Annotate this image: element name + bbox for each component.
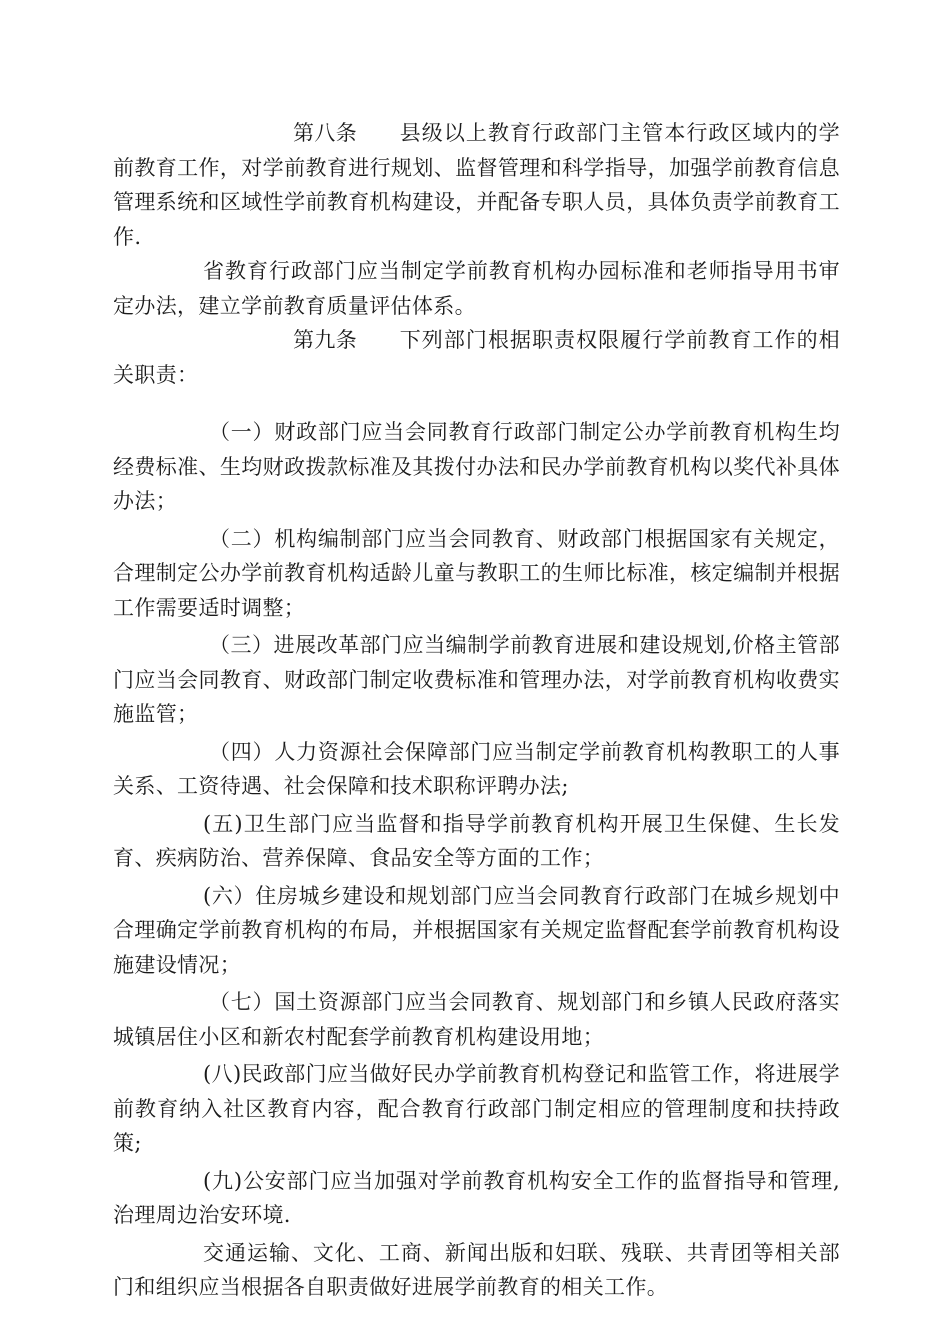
article-8-label: 第八条 <box>293 121 358 145</box>
article-9-item-9: (九)公安部门应当加强对学前教育机构安全工作的监督指导和管理,治理周边治安环境. <box>113 1168 840 1227</box>
article-9-item-3: （三）进展改革部门应当编制学前教育进展和建设规划,价格主管部门应当会同教育、财政部门制定收费标准和管理办法，对学前教育机构收费实施监管； <box>113 633 840 726</box>
article-8-paragraph <box>113 116 840 254</box>
article-9-item-2: （二）机构编制部门应当会同教育、财政部门根据国家有关规定，合理制定公办学前教育机构适龄儿童与教职工的生师比标准，核定编制并根据工作需要适时调整； <box>113 526 840 620</box>
article-9-item-5: (五)卫生部门应当监督和指导学前教育机构开展卫生保健、生长发育、疾病防治、营养保障、食品安全等方面的工作； <box>113 811 840 870</box>
article-9-item-1: （一）财政部门应当会同教育行政部门制定公办学前教育机构生均经费标准、生均财政拨款标准及其拨付办法和民办学前教育机构以奖代补具体办法； <box>113 420 840 513</box>
article-8-text: 县级以上教育行政部门主管本行政区域内的学前教育工作，对学前教育进行规划、监督管理和科学指导，加强学前教育信息管理系统和区域性学前教育机构建设，并配备专职人员，具体负责学前教育工作. <box>113 121 840 249</box>
article-9-item-7: （七）国土资源部门应当会同教育、规划部门和乡镇人民政府落实城镇居住小区和新农村配套学前教育机构建设用地； <box>113 990 840 1049</box>
article-9-label: 第九条 <box>293 328 358 352</box>
article-8-paragraph-2: 省教育行政部门应当制定学前教育机构办园标准和老师指导用书审定办法，建立学前教育质量评估体系。 <box>113 259 840 318</box>
article-9-closing: 交通运输、文化、工商、新闻出版和妇联、残联、共青团等相关部门和组织应当根据各自职责做好进展学前教育的相关工作。 <box>113 1240 840 1299</box>
article-9-item-8: (八)民政部门应当做好民办学前教育机构登记和监管工作，将进展学前教育纳入社区教育内容，配合教育行政部门制定相应的管理制度和扶持政策; <box>113 1062 840 1155</box>
article-9-paragraph <box>113 323 840 392</box>
document-page <box>113 116 840 1305</box>
article-9-item-4: （四）人力资源社会保障部门应当制定学前教育机构教职工的人事关系、工资待遇、社会保障和技术职称评聘办法; <box>113 739 840 798</box>
article-9-item-6: (六）住房城乡建设和规划部门应当会同教育行政部门在城乡规划中合理确定学前教育机构的布局，并根据国家有关规定监督配套学前教育机构设施建设情况； <box>113 883 840 977</box>
article-9-text: 下列部门根据职责权限履行学前教育工作的相关职责： <box>113 328 840 387</box>
